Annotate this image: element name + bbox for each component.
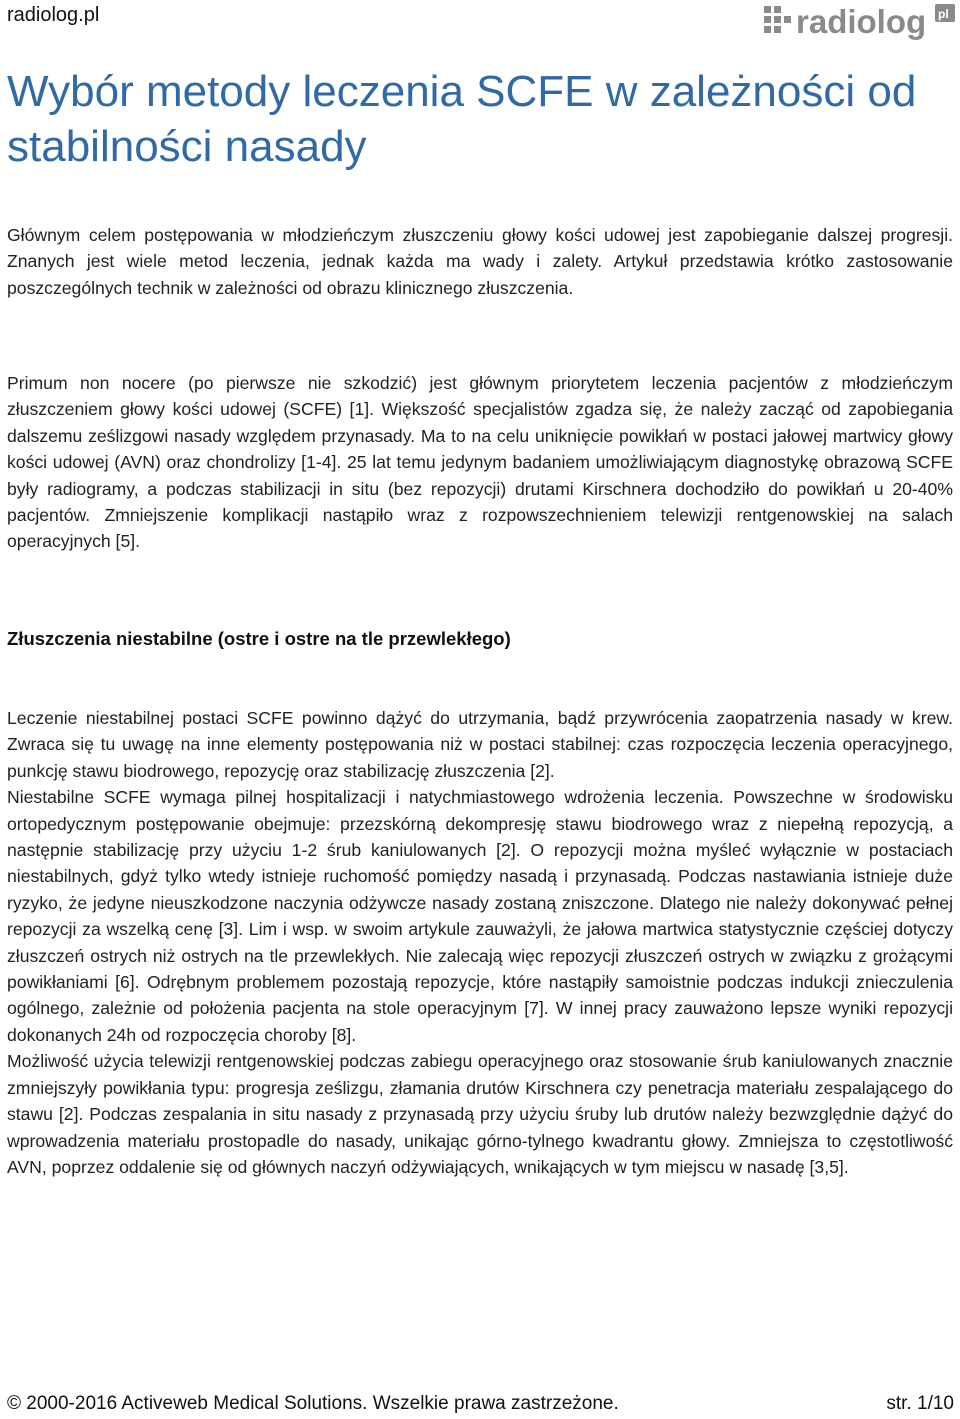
primum-paragraph: Primum non nocere (po pierwsze nie szkodzić) jest głównym priorytetem leczenia pacjentów z młodzieńczym złuszczeniem głowy kości udowej (SCFE) [1]. Większość specjalistów zgadza się, że należy zacząć od zapobiegania dalszemu ześlizgowi nasady względem przynasady. Ma to na celu uniknięcie powikłań w postaci jałowej martwicy głowy kości udowej (AVN) oraz chondrolizy [1-4]. 25 lat temu jedynym badaniem umożliwiającym diagnostykę obrazową SCFE były radiogramy, a podczas stabilizacji in situ (bez repozycji) drutami Kirschnera dochodziło do powikłań u 20-40% pacjentów. Zmniejszenie komplikacji nastąpiło wraz z rozpowszechnieniem telewizji rentgenowskiej na salach operacyjnych [5]. bbox=[7, 373, 953, 552]
unstable-paragraph-2: Niestabilne SCFE wymaga pilnej hospitalizacji i natychmiastowego wdrożenia leczenia. Powszechne w środowisku ortopedycznym postępowanie obejmuje: przezskórną dekompresję stawu biodrowego wraz z niepełną repozycją, a następnie stabilizację przy użyciu 1-2 śrub kaniulowanych [2]. O repozycji można myśleć wyłącznie w postaciach niestabilnych, gdyż tylko wtedy istnieje ruchomość pomiędzy nasadą i przynasadą. Podczas nastawiania istnieje duże ryzyko, że jedyne nieuszkodzone naczynia odżywcze nasady zostaną zniszczone. Dlatego nie należy dokonywać pełnej repozycji za wszelką cenę [3]. Lim i wsp. w swoim artykule zauważyli, że jałowa martwica statystycznie częściej dotyczy złuszczeń ostrych niż ostrych na tle przewlekłych. Nie zalecają więc repozycji złuszczeń ostrych w związku z grożącymi powikłaniami [6]. Odrębnym problemem pozostają repozycje, które nastąpiły samoistnie podczas indukcji znieczulenia ogólnego, zależnie od położenia pacjenta na stole operacyjnym [7]. W innej pracy zauważono lepsze wyniki repozycji dokonanych 24h od rozpoczęcia choroby [8]. bbox=[7, 787, 953, 1045]
intro-paragraph: Głównym celem postępowania w młodzieńczym złuszczeniu głowy kości udowej jest zapobieganie dalszej progresji. Znanych jest wiele metod leczenia, jednak każda ma wady i zalety. Artykuł przedstawia krótko zastosowanie poszczególnych technik w zależności od obrazu klinicznego złuszczenia. bbox=[7, 225, 953, 298]
logo-suffix: pl bbox=[938, 7, 949, 21]
unstable-paragraph-3: Możliwość użycia telewizji rentgenowskiej podczas zabiegu operacyjnego oraz stosowanie śrub kaniulowanych znacznie zmniejszyły powikłania typu: progresja ześlizgu, złamania drutów Kirschnera czy penetracja materiału zespalającego do stawu [2]. Podczas zespalania in situ nasady z przynasadą przy użyciu śruby lub drutów należy bezwzględnie dążyć do wprowadzenia materiału prostopadle do nasady, unikając górno-tylnego kwadrantu głowy. Zmniejsza to częstotliwość AVN, poprzez oddalenie się od głównych naczyń odżywiających, wnikających w tym miejscu w nasadę [3,5]. bbox=[7, 1051, 953, 1177]
logo-dots-icon bbox=[764, 6, 791, 33]
unstable-section-body bbox=[7, 705, 953, 1180]
logo-wordmark: radiolog bbox=[796, 3, 927, 40]
page-title: Wybór metody leczenia SCFE w zależności od stabilności nasady bbox=[7, 67, 917, 171]
radiolog-logo[interactable] bbox=[760, 0, 958, 42]
page-number: str. 1/10 bbox=[886, 1393, 954, 1414]
site-name[interactable]: radiolog.pl bbox=[7, 4, 100, 26]
unstable-paragraph-1: Leczenie niestabilnej postaci SCFE powinno dążyć do utrzymania, bądź przywrócenia zaopatrzenia nasady w krew. Zwraca się tu uwagę na inne elementy postępowania niż w postaci stabilnej: czas rozpoczęcia leczenia operacyjnego, punkcję stawu biodrowego, repozycję oraz stabilizację złuszczenia [2]. bbox=[7, 708, 953, 781]
footer-copyright: © 2000-2016 Activeweb Medical Solutions. Wszelkie prawa zastrzeżone. bbox=[7, 1393, 619, 1414]
section-heading: Złuszczenia niestabilne (ostre i ostre na tle przewlekłego) bbox=[7, 628, 511, 649]
